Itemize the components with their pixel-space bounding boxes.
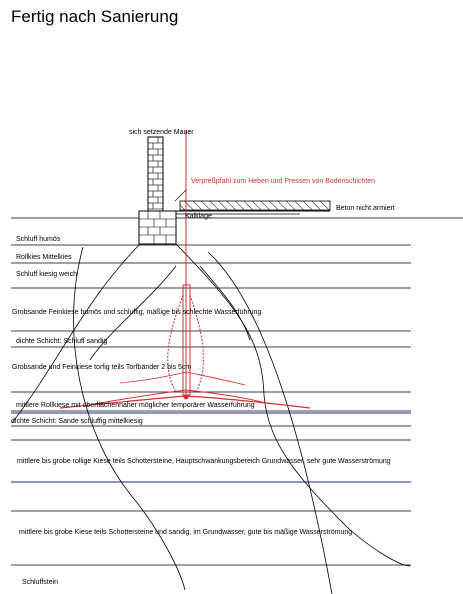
layer-label: Schluff kiesig weich: [16, 271, 77, 278]
pressure-curve-small-right: [200, 266, 250, 340]
layer-label: Grobsande Feinkiese humös und schluffig, mäßige bis schlechte Wasserführung: [12, 309, 262, 316]
concrete-slab: [180, 201, 330, 210]
concrete-label: Beton nicht armiert: [336, 205, 395, 212]
layer-label: Rollkies Mittelkies: [16, 254, 72, 261]
pile-label: Verpreßpfahl zum Heben und Pressen von Bodenschichten: [191, 178, 376, 185]
page-title: Fertig nach Sanierung: [11, 7, 179, 26]
layer-label: mittlere bis grobe Kiese teils Schottersteine und sandig, im Grundwasser, gute bis mäßige Wasserströmung: [19, 529, 353, 536]
layer-boundaries: [11, 218, 463, 565]
foundation: [139, 211, 176, 244]
layer-label: Schluff humös: [16, 236, 61, 243]
wall-label: sich setzende Mauer: [129, 129, 194, 136]
layer-label: mittlere bis grobe rollige Kiese teils Schottersteine, Hauptschwankungsbereich Grundwasser, sehr gute Wasserströmung: [17, 458, 391, 465]
wall: [148, 137, 163, 211]
leader-line: [175, 190, 186, 201]
layer-label: dichte Schicht: Schluff sandig: [16, 338, 108, 345]
layer-label: dichte Schicht: Sande schluffig mittelkiesig: [11, 418, 143, 425]
layer-label: Schluffstein: [22, 579, 59, 586]
lime-label: Kalklage: [185, 213, 212, 220]
layer-label: mittlere Rollkiese mit oberflächennaher möglicher temporärer Wasserführung: [16, 402, 255, 409]
layer-label: Grobsande und Feinkiese torfig teils Torfbänder 2 bis 5cm: [12, 364, 192, 371]
pile-dot: [184, 395, 188, 399]
